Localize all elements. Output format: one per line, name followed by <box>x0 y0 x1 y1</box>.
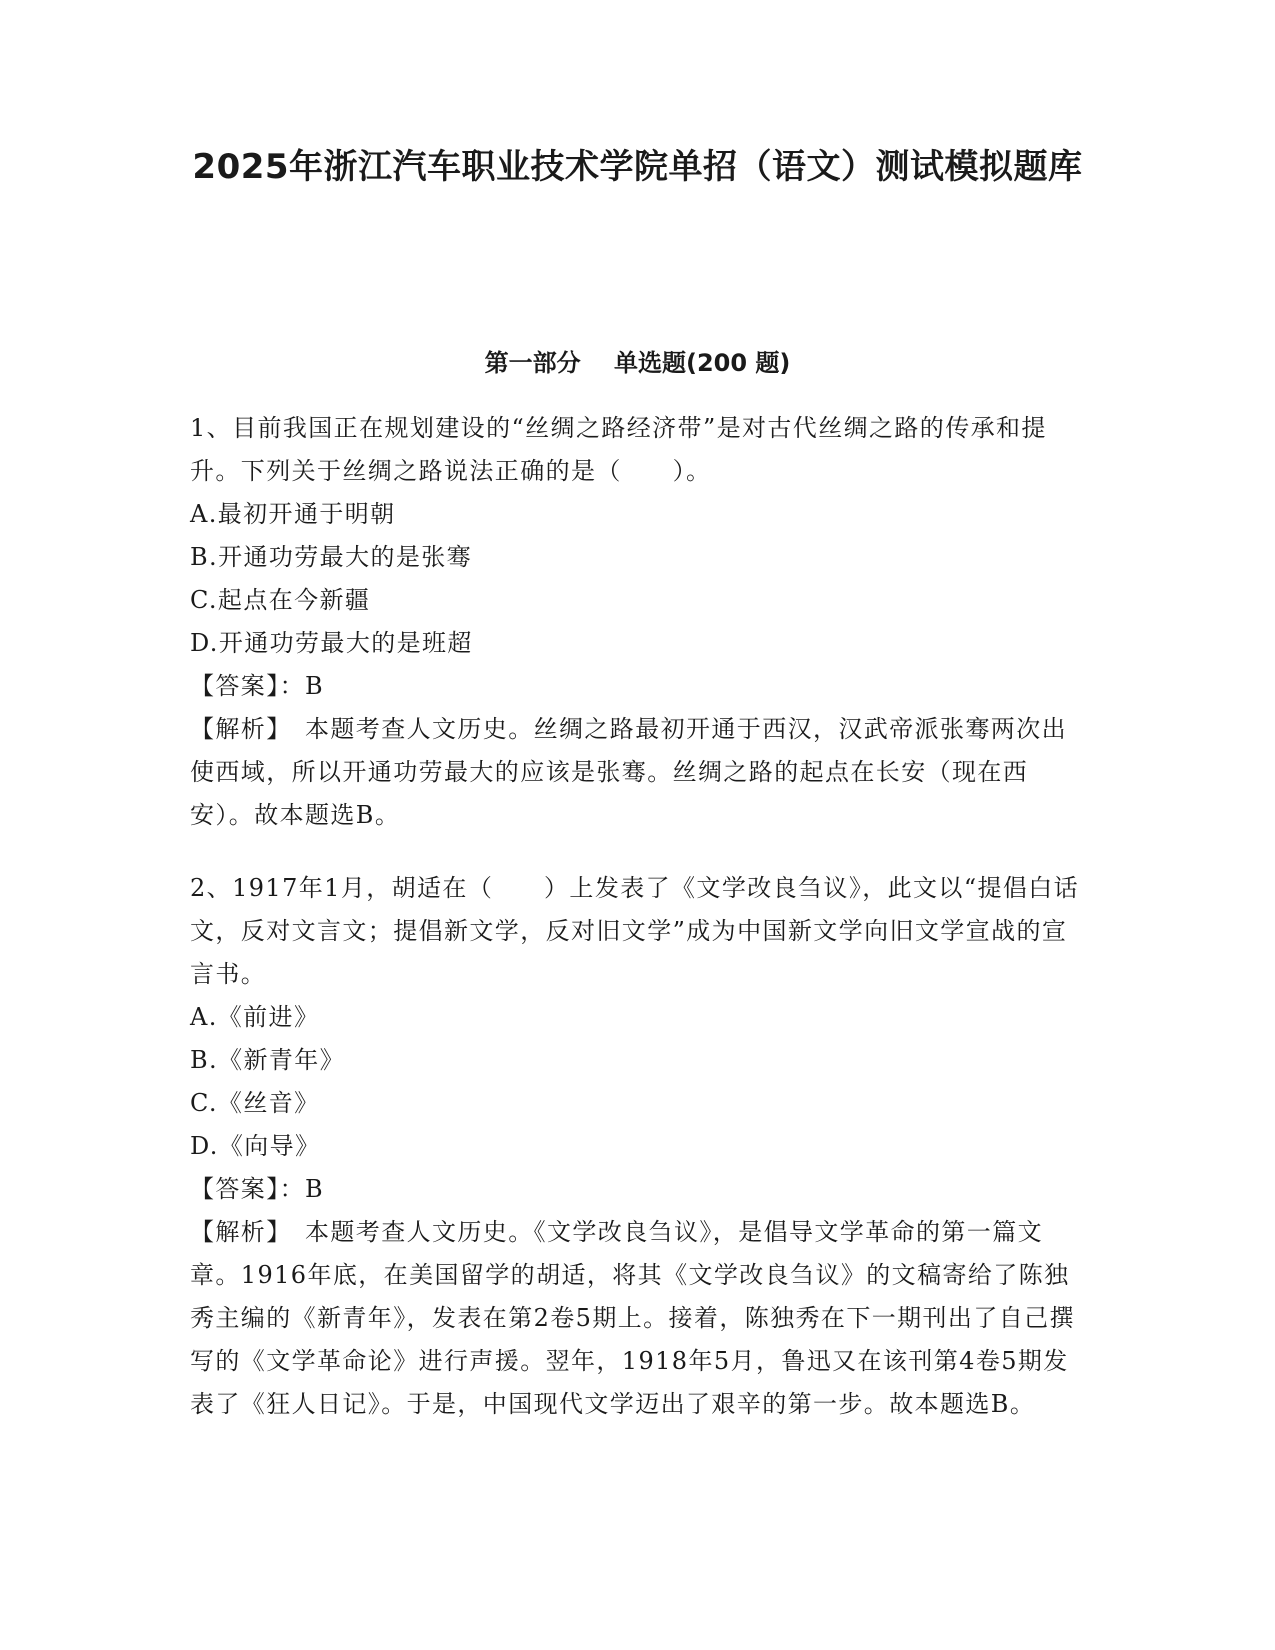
option-d: D.开通功劳最大的是班超 <box>190 629 473 657</box>
question-2 <box>190 867 1090 1426</box>
analysis-paragraph: 【解析】 本题考查人文历史。《文学改良刍议》，是倡导文学革命的第一篇文章。1916年底，在美国留学的胡适，将其《文学改良刍议》的文稿寄给了陈独秀主编的《新青年》，发表在第2卷5期上。接着，陈独秀在下一期刊出了自己撰写的《文学革命论》进行声援。翌年，1918年5月，鲁迅又在该刊第4卷5期发表了《狂人日记》。于是，中国现代文学迈出了艰辛的第一步。故本题选B。 <box>190 1218 1075 1418</box>
answer-line: 【答案】：B <box>190 672 325 700</box>
question-stem: 2、1917年1月，胡适在（ ）上发表了《文学改良刍议》，此文以“提倡白话文，反对文言文；提倡新文学，反对旧文学”成为中国新文学向旧文学宣战的宣言书。 <box>190 874 1080 988</box>
section-heading: 第一部分 单选题(200 题) <box>484 349 791 377</box>
analysis-paragraph: 【解析】 本题考查人文历史。丝绸之路最初开通于西汉，汉武帝派张骞两次出使西域，所以开通功劳最大的应该是张骞。丝绸之路的起点在长安（现在西安）。故本题选B。 <box>190 715 1067 829</box>
option-a: A.《前进》 <box>190 1003 320 1031</box>
question-stem: 1、目前我国正在规划建设的“丝绸之路经济带”是对古代丝绸之路的传承和提升。下列关于丝绸之路说法正确的是（ ）。 <box>190 414 1047 485</box>
option-c: C.《丝音》 <box>190 1089 320 1117</box>
option-b: B.《新青年》 <box>190 1046 346 1074</box>
option-c: C.起点在今新疆 <box>190 586 371 614</box>
option-a: A.最初开通于明朝 <box>190 500 396 528</box>
option-b: B.开通功劳最大的是张骞 <box>190 543 473 571</box>
question-1 <box>190 407 1090 837</box>
option-d: D.《向导》 <box>190 1132 321 1160</box>
document-title: 2025年浙江汽车职业技术学院单招（语文）测试模拟题库 <box>192 147 1083 187</box>
answer-line: 【答案】：B <box>190 1175 325 1203</box>
